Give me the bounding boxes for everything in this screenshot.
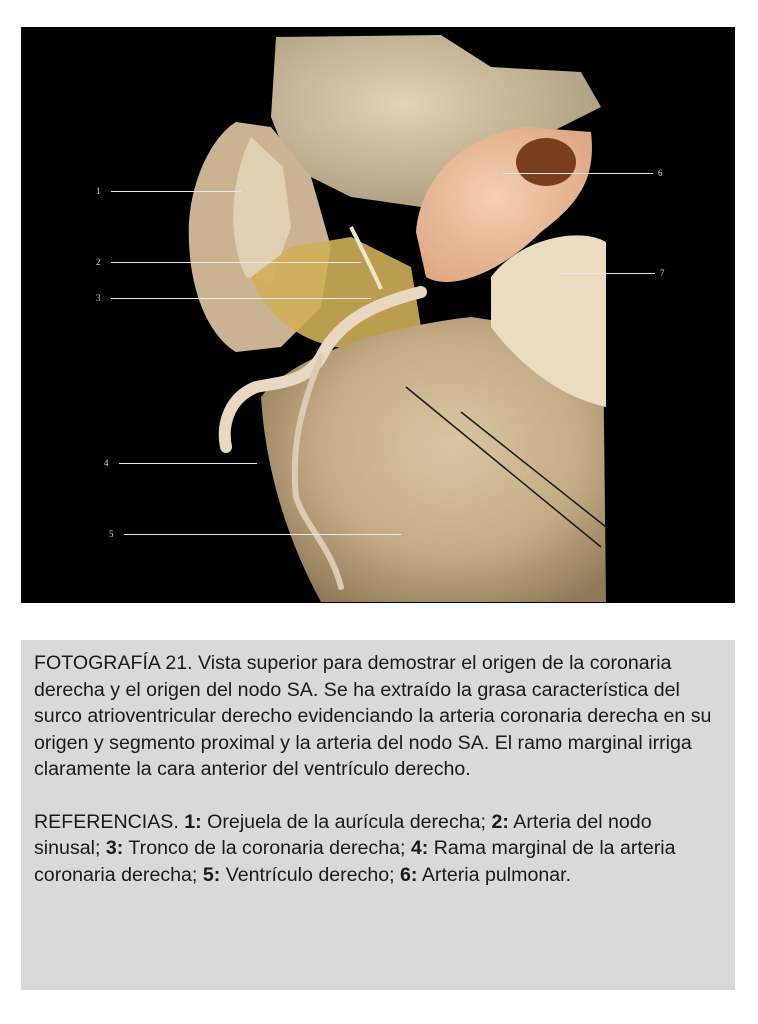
leader-line-7 xyxy=(561,273,655,274)
reference-text: Rama marginal de la arteria coronaria derecha; xyxy=(34,837,676,886)
reference-text: Tronco de la coronaria derecha; xyxy=(128,837,406,859)
leader-line-1 xyxy=(111,191,241,192)
reference-number: 1: xyxy=(184,810,202,833)
reference-number: 6: xyxy=(400,863,418,886)
reference-number: 4: xyxy=(410,837,429,859)
reference-text: Arteria pulmonar. xyxy=(421,863,572,886)
label-2: 2 xyxy=(96,257,101,267)
leader-line-5 xyxy=(124,534,401,535)
figure-caption xyxy=(21,640,735,990)
leader-line-3 xyxy=(111,298,371,299)
leader-line-6 xyxy=(503,173,653,174)
specimen-photo xyxy=(21,27,735,603)
label-5: 5 xyxy=(109,529,114,539)
label-7: 7 xyxy=(660,268,665,278)
reference-text: Ventrículo derecho; xyxy=(225,863,395,886)
caption-paragraph: FOTOGRAFÍA 21. Vista superior para demostrar el origen de la coronaria derecha y el origen del nodo SA. Se ha extraído la grasa característica del surco atrioventricular derecho evidenciando la arteria coronaria derecha en su origen y segmento proximal y la arteria del nodo SA. El ramo marginal irriga claramente la cara anterior del ventrículo derecho. xyxy=(34,652,712,780)
reference-number: 5: xyxy=(202,863,221,886)
label-6: 6 xyxy=(658,168,663,178)
reference-number: 3: xyxy=(105,837,124,859)
reference-text: Arteria del nodo sinusal; xyxy=(34,810,652,859)
label-4: 4 xyxy=(104,458,109,468)
references-heading: REFERENCIAS. xyxy=(34,810,179,833)
leader-line-2 xyxy=(111,262,361,263)
label-3: 3 xyxy=(96,293,101,303)
label-1: 1 xyxy=(96,186,101,196)
reference-number: 2: xyxy=(491,810,509,833)
references-paragraph xyxy=(34,809,723,889)
reference-text: Orejuela de la aurícula derecha; xyxy=(207,810,486,833)
leader-line-4 xyxy=(119,463,257,464)
heart-specimen-illustration xyxy=(21,27,735,603)
